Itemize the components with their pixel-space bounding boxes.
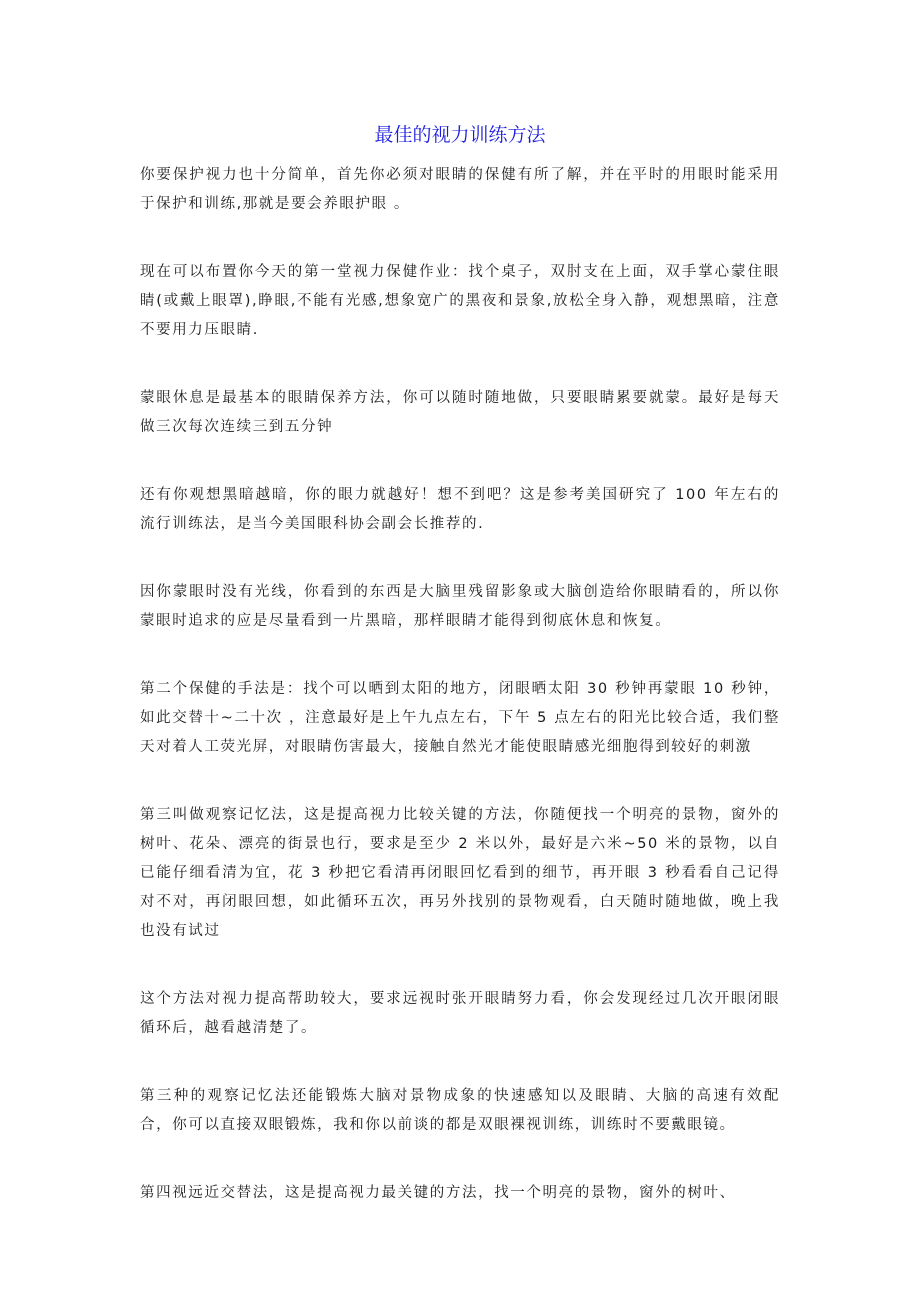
paragraph-2: 现在可以布置你今天的第一堂视力保健作业：找个桌子，双肘支在上面，双手掌心蒙住眼睛(或戴上眼罩),睁眼,不能有光感,想象宽广的黑夜和景象,放松全身入静，观想黑暗，注意不要用力压眼睛. bbox=[140, 264, 780, 338]
paragraph-5: 因你蒙眼时没有光线，你看到的东西是大脑里残留影象或大脑创造给你眼睛看的，所以你蒙眼时追求的应是尽量看到一片黑暗，那样眼睛才能得到彻底休息和恢复。 bbox=[140, 584, 780, 629]
paragraph-9: 第三种的观察记忆法还能锻炼大脑对景物成象的快速感知以及眼睛、大脑的高速有效配合，你可以直接双眼锻炼，我和你以前谈的都是双眼裸视训练，训练时不要戴眼镜。 bbox=[140, 1088, 780, 1133]
paragraph-10: 第四视远近交替法，这是提高视力最关键的方法，找一个明亮的景物，窗外的树叶、 bbox=[140, 1185, 736, 1201]
paragraph-4: 还有你观想黑暗越暗，你的眼力就越好！想不到吧？这是参考美国研究了 100 年左右的流行训练法，是当今美国眼科协会副会长推荐的. bbox=[140, 487, 780, 532]
document-title: 最佳的视力训练方法 bbox=[374, 124, 546, 146]
paragraph-3: 蒙眼休息是最基本的眼睛保养方法，你可以随时随地做，只要眼睛累要就蒙。最好是每天做三次每次连续三到五分钟 bbox=[140, 390, 780, 435]
document-body bbox=[140, 161, 780, 1247]
paragraph-6: 第二个保健的手法是：找个可以晒到太阳的地方，闭眼晒太阳 30 秒钟再蒙眼 10 秒钟，如此交替十~二十次 ，注意最好是上午九点左右，下午 5 点左右的阳光比较合适，我们整天对着人工荧光屏，对眼睛伤害最大，接触自然光才能使眼睛感光细胞得到较好的刺激 bbox=[140, 681, 780, 755]
paragraph-1: 你要保护视力也十分简单，首先你必须对眼睛的保健有所了解，并在平时的用眼时能采用于保护和训练,那就是要会养眼护眼 。 bbox=[140, 167, 780, 212]
paragraph-7: 第三叫做观察记忆法，这是提高视力比较关键的方法，你随便找一个明亮的景物，窗外的树叶、花朵、漂亮的街景也行，要求是至少 2 米以外，最好是六米~50 米的景物，以自已能仔细看清为宜，花 3 秒把它看清再闭眼回忆看到的细节，再开眼 3 秒看看自己记得对不对，再闭眼回想，如此循环五次，再另外找别的景物观看，白天随时随地做，晚上我也没有试过 bbox=[140, 807, 780, 939]
paragraph-8: 这个方法对视力提高帮助较大，要求远视时张开眼睛努力看，你会发现经过几次开眼闭眼循环后，越看越清楚了。 bbox=[140, 991, 780, 1036]
